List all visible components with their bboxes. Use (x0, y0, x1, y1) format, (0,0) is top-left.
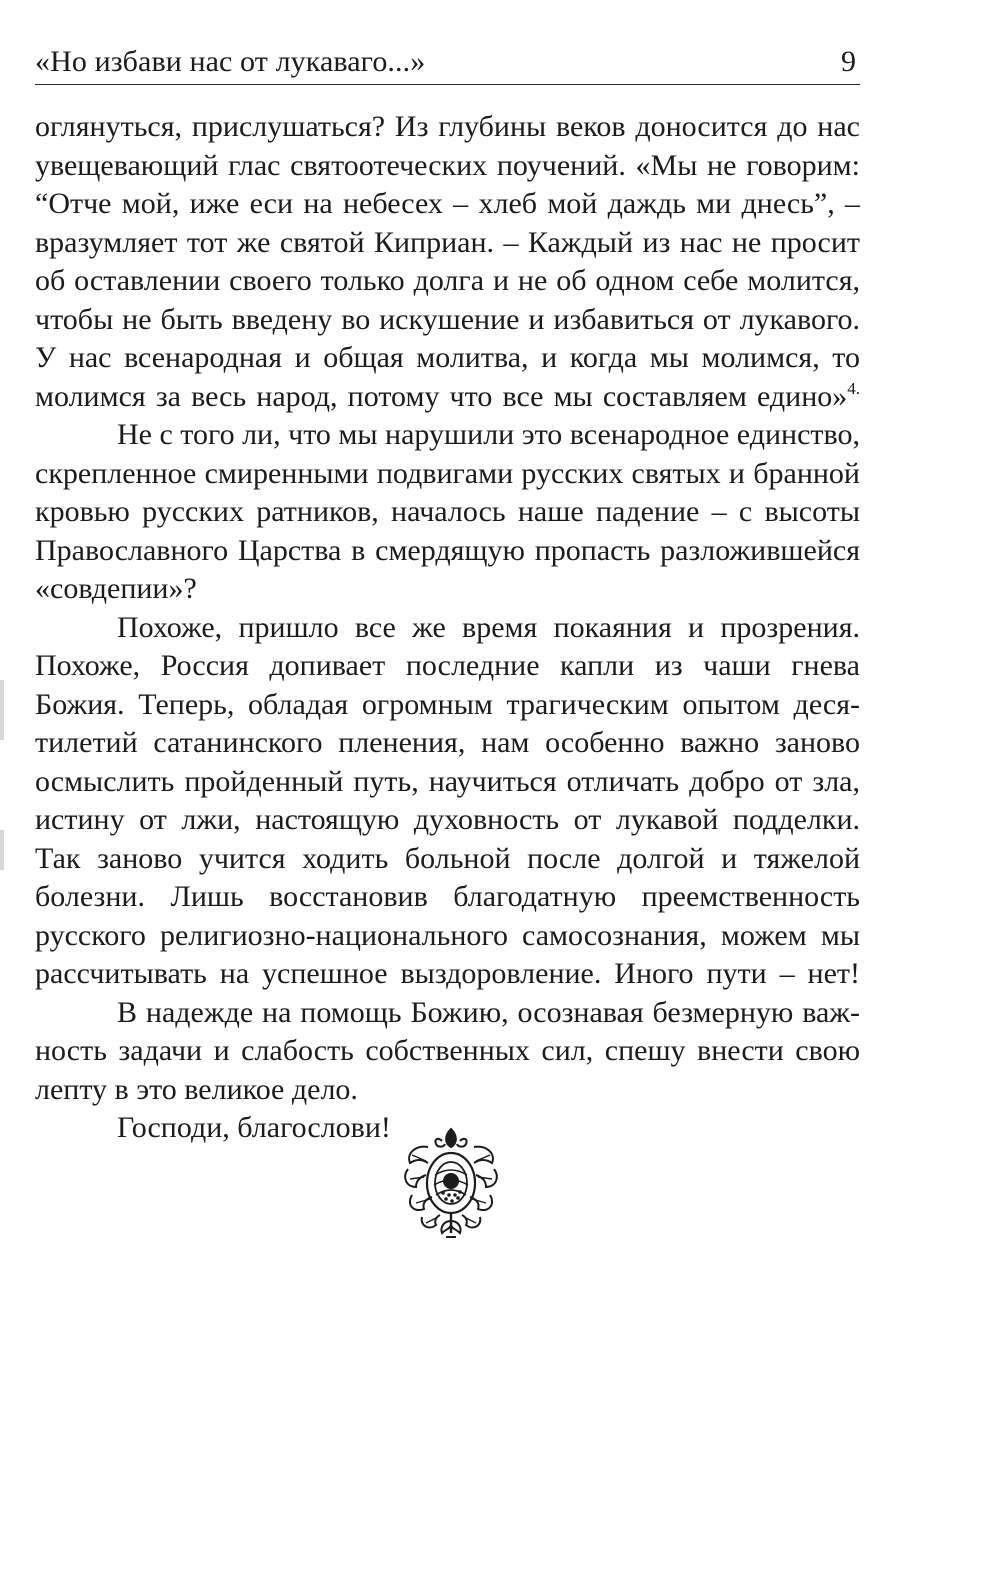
text-line-content: молимся за весь народ, потому что все мы составляем едино» (35, 379, 848, 413)
text-line: «совдепии»? (35, 572, 197, 605)
floral-ornament-icon (398, 1125, 504, 1241)
text-line: оглянуться, прислушаться? Из глубины веков доносится до нас (35, 110, 860, 143)
text-line: Божия. Теперь, обладая огромным трагическим опытом деся- (35, 687, 860, 721)
page-number: 9 (841, 45, 856, 78)
text-line: Похоже, Россия допивает последние капли из чаши гнева (35, 649, 860, 682)
text-line: болезни. Лишь восстановив благодатную преемственность (35, 880, 860, 913)
text-line-with-footnote (35, 378, 860, 417)
text-line: Похоже, пришло все же время покаяния и прозрения. (117, 610, 860, 644)
text-line: Не с того ли, что мы нарушили это всенародное единство, (117, 418, 860, 451)
body-text (35, 108, 860, 1148)
text-line: увещевающий глас святоотеческих поучений. «Мы не говорим: (35, 148, 860, 182)
text-line: истину от лжи, настоящую духовность от лукавой подделки. (35, 803, 860, 836)
text-line: рассчитывать на успешное выздоровление. Иного пути – нет! (35, 957, 860, 990)
text-line: ность задачи и слабость собственных сил, спешу внести свою (35, 1034, 860, 1067)
scan-edge-mark (0, 830, 4, 870)
text-line: Так заново учится ходить больной после долгой и тяжелой (35, 841, 860, 875)
text-line: В надежде на помощь Божию, осознавая безмерную важ- (117, 995, 860, 1029)
footnote-reference: 4. (847, 378, 860, 398)
text-line: тилетий сатанинского пленения, нам особенно важно заново (35, 726, 860, 759)
text-line: Православного Царства в смердящую пропасть разложившейся (35, 533, 860, 567)
text-line: “Отче мой, иже еси на небесех – хлеб мой даждь ми днесь”, – (35, 187, 860, 220)
text-line: вразумляет тот же святой Киприан. – Каждый из нас не просит (35, 225, 860, 259)
running-title: «Но избави нас от лукаваго...» (35, 45, 426, 78)
scan-edge-mark (0, 680, 4, 740)
text-line: об оставлении своего только долга и не об одном себе молится, (35, 264, 860, 297)
text-line: осмыслить пройденный путь, научиться отличать добро от зла, (35, 764, 860, 798)
text-line: кровью русских ратников, началось наше падение – с высоты (35, 495, 860, 528)
text-line: У нас всенародная и общая молитва, и когда мы молимся, то (35, 341, 860, 374)
running-head (35, 40, 860, 85)
text-line: Господи, благослови! (117, 1111, 391, 1144)
text-line: русского религиозно-национального самосознания, можем мы (35, 918, 860, 952)
text-line: лепту в это великое дело. (35, 1072, 358, 1106)
text-line: чтобы не быть введену во искушение и избавиться от лукавого. (35, 302, 860, 336)
text-line: скрепленное смиренными подвигами русских святых и бранной (35, 456, 860, 490)
